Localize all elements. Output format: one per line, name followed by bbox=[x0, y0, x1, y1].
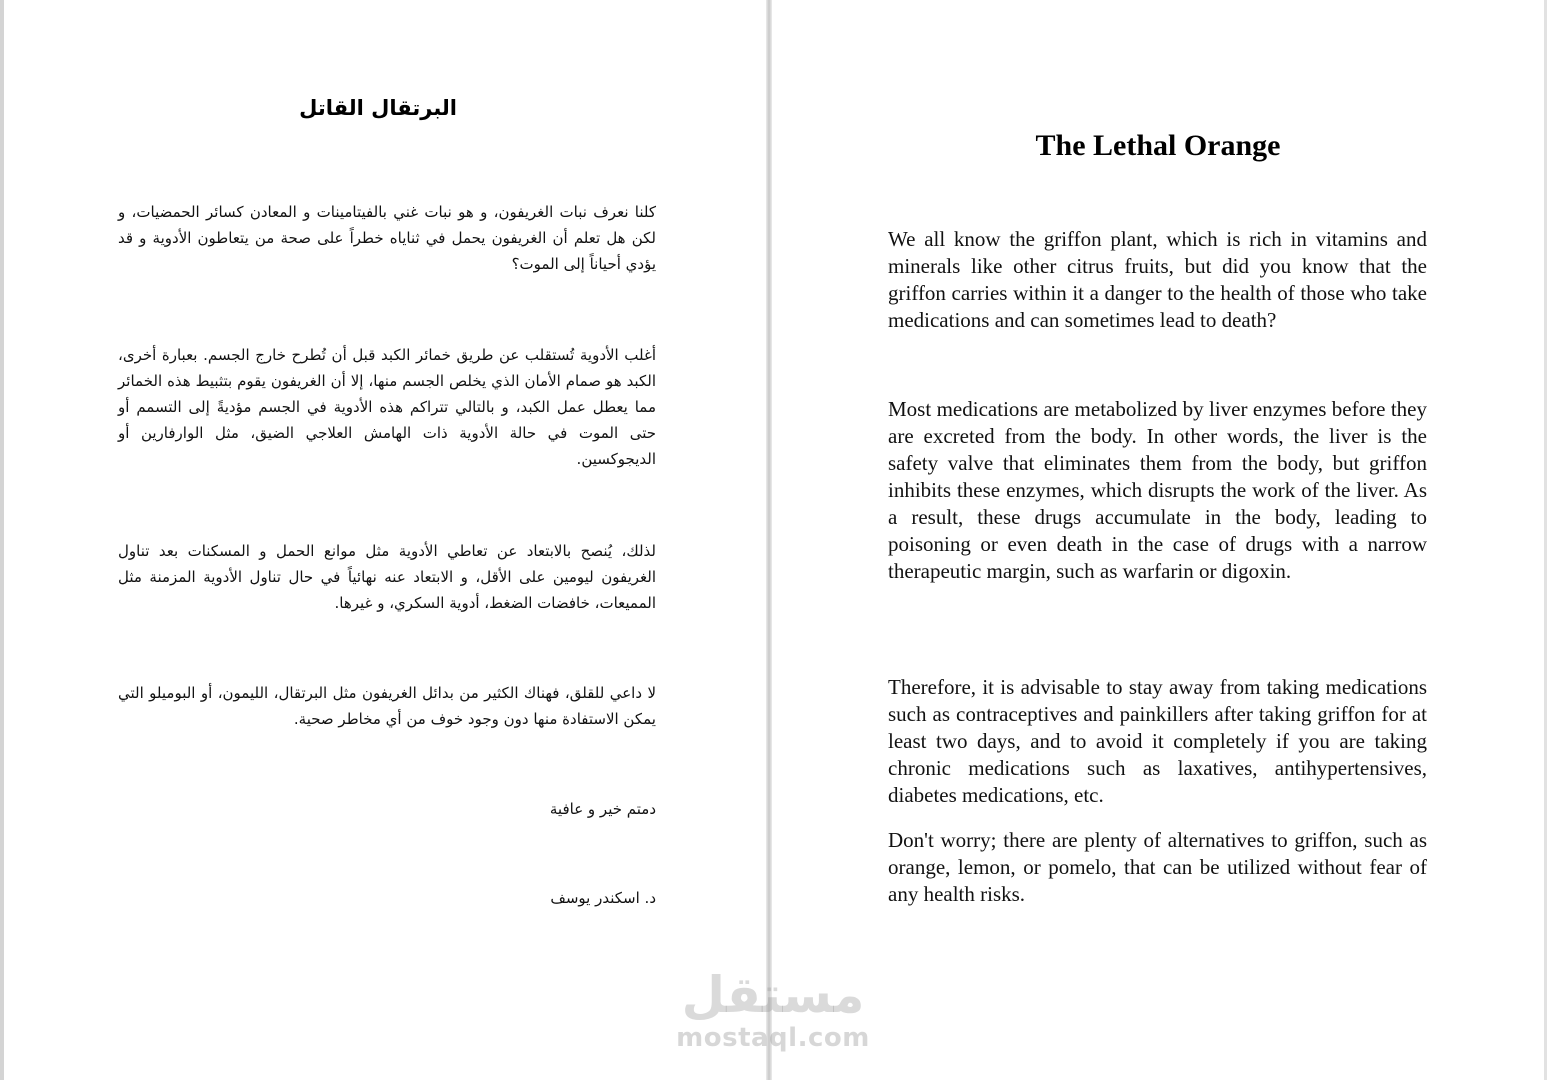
watermark-logo: مستقل bbox=[681, 966, 865, 1024]
arabic-title: البرتقال القاتل bbox=[299, 96, 457, 120]
arabic-author: د. اسكندر يوسف bbox=[550, 889, 656, 907]
arabic-paragraph-3: لذلك، يُنصح بالابتعاد عن تعاطي الأدوية مثل موانع الحمل و المسكنات بعد تناول الغريفون ليومين على الأقل، و الابتعاد عنه نهائياً في حال تناول الأدوية المزمنة مثل المميعات، خافضات الضغط، أدوية السكري، و غيرها. bbox=[118, 542, 656, 612]
english-paragraph-4: Don't worry; there are plenty of alternatives to griffon, such as orange, lemon, or pomelo, that can be utilized without fear of any health risks. bbox=[888, 828, 1427, 906]
english-paragraph-3: Therefore, it is advisable to stay away from taking medications such as contraceptives and painkillers after taking griffon for at least two days, and to avoid it completely if you are taking chronic medications such as laxatives, antihypertensives, diabetes medications, etc. bbox=[888, 675, 1427, 807]
arabic-closing: دمتم خير و عافية bbox=[549, 800, 656, 818]
watermark-url: mostaql.com bbox=[676, 1023, 870, 1053]
arabic-paragraph-4: لا داعي للقلق، فهناك الكثير من بدائل الغريفون مثل البرتقال، الليمون، أو البوميلو التي يمكن الاستفادة منها دون وجود خوف من أي مخاطر صحية. bbox=[118, 684, 656, 728]
english-title: The Lethal Orange bbox=[1035, 129, 1281, 162]
english-paragraph-2: Most medications are metabolized by liver enzymes before they are excreted from the body. In other words, the liver is the safety valve that eliminates them from the body, but griffon inhibits these enzymes, which disrupts the work of the liver. As a result, these drugs accumulate in the body, leading to poisoning or even death in the case of drugs with a narrow therapeutic margin, such as warfarin or digoxin. bbox=[888, 397, 1427, 583]
arabic-paragraph-1: كلنا نعرف نبات الغريفون، و هو نبات غني بالفيتامينات و المعادن كسائر الحمضيات، و لكن هل تعلم أن الغريفون يحمل في ثناياه خطراً على صحة من يتعاطون الأدوية و قد يؤدي أحياناً إلى الموت؟ bbox=[118, 203, 656, 273]
arabic-paragraph-2: أغلب الأدوية تُستقلب عن طريق خمائر الكبد قبل أن تُطرح خارج الجسم. بعبارة أخرى، الكبد هو صمام الأمان الذي يخلص الجسم منها، إلا أن الغريفون يقوم بتثبيط هذه الخمائر مما يعطل عمل الكبد، و بالتالي تتراكم هذه الأدوية في الجسم مؤديةً إلى التسمم أو حتى الموت في حالة الأدوية ذات الهامش العلاجي الضيق، مثل الوارفارين أو الديجوكسين. bbox=[118, 346, 656, 468]
english-paragraph-1: We all know the griffon plant, which is rich in vitamins and minerals like other citrus fruits, but did you know that the griffon carries within it a danger to the health of those who take medications and can sometimes lead to death? bbox=[888, 227, 1427, 332]
arabic-page bbox=[0, 0, 766, 1080]
english-page bbox=[772, 0, 1544, 1080]
